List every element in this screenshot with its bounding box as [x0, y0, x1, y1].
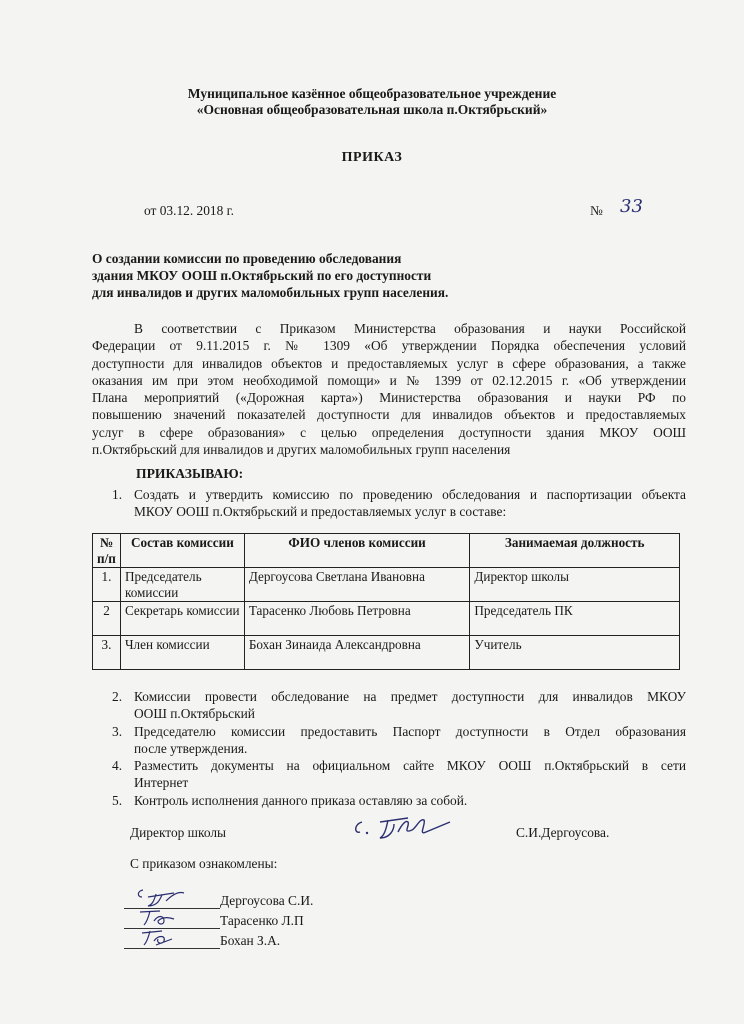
- subject-line: здания МКОУ ООШ п.Октябрьский по его доступности: [92, 268, 432, 283]
- acknowledged-name: Бохан З.А.: [220, 933, 281, 948]
- table-row: [93, 636, 680, 670]
- order-subject: [92, 250, 448, 301]
- director-signature-icon: [350, 810, 460, 846]
- subject-line: О создании комиссии по проведению обследования: [92, 251, 402, 266]
- orders-heading: ПРИКАЗЫВАЮ:: [136, 466, 244, 481]
- cell-num: 3.: [93, 636, 121, 670]
- item-number: 2.: [112, 689, 123, 704]
- order-item-4: [112, 757, 686, 792]
- preamble-line: повышению значений показателей доступности для инвалидов объектов и предоставляемых: [92, 407, 686, 423]
- item-line: Создать и утвердить комиссию по проведению обследования и паспортизации объекта: [134, 487, 686, 502]
- item-line: ООШ п.Октябрьский: [134, 706, 255, 722]
- preamble-line: оказания им при этом необходимой помощи» и № 1399 от 02.12.2015 г. «Об утверждении: [92, 372, 686, 388]
- cell-role: Член комиссии: [120, 636, 244, 670]
- document-title: ПРИКАЗ: [341, 150, 403, 165]
- signature-position: Директор школы: [130, 825, 227, 840]
- acknowledged-heading: С приказом ознакомлены:: [130, 856, 278, 871]
- cell-role: Секретарь комиссии: [120, 602, 244, 636]
- item-line: МКОУ ООШ п.Октябрьский и предоставляемых услуг в составе:: [134, 504, 507, 520]
- signature-dergousova-icon: [134, 887, 194, 909]
- cell-position: Учитель: [470, 636, 680, 670]
- subject-line: для инвалидов и других маломобильных групп населения.: [92, 285, 449, 300]
- order-item-3: [112, 723, 686, 758]
- acknowledged-row: [124, 933, 280, 949]
- item-number: 4.: [112, 758, 123, 774]
- cell-num: 2: [93, 602, 121, 636]
- cell-position: Директор школы: [470, 568, 680, 602]
- item-line: Разместить документы на официальном сайте МКОУ ООШ п.Октябрьский в сети: [134, 758, 686, 774]
- org-name-line1: Муниципальное казённое общеобразовательное учреждение: [187, 86, 557, 101]
- item-number: 3.: [112, 723, 123, 739]
- preamble-line: В соответствии с Приказом Министерства образования и науки Российской: [134, 321, 686, 336]
- org-name-line2: «Основная общеобразовательная школа п.Октябрьский»: [196, 102, 548, 117]
- commission-table: [92, 533, 680, 670]
- acknowledged-name: Тарасенко Л.П: [220, 913, 304, 928]
- item-number: 5.: [112, 792, 123, 808]
- signature-bokhan-icon: [138, 925, 178, 949]
- acknowledged-name: Дергоусова С.И.: [220, 893, 314, 908]
- item-line: Контроль исполнения данного приказа оставляю за собой.: [134, 792, 468, 808]
- header-cell: Занимаемая должность: [470, 534, 680, 568]
- signature-line: [124, 933, 220, 949]
- cell-num: 1.: [93, 568, 121, 602]
- item-line: Интернет: [134, 775, 189, 791]
- order-number-label: №: [590, 203, 603, 218]
- preamble-paragraph: [92, 320, 686, 458]
- order-item-1: [112, 486, 686, 521]
- header-cell: ФИО членов комиссии: [244, 534, 470, 568]
- preamble-line: Федерации от 9.11.2015 г. № 1309 «Об утверждении Порядка обеспечения условий: [92, 338, 686, 354]
- cell-position: Председатель ПК: [470, 602, 680, 636]
- preamble-line: Плана мероприятий («Дорожная карта») Министерства образования и науки РФ по: [92, 390, 686, 406]
- preamble-line: услуг в сфере образования» с целью определения доступности здания МКОУ ООШ: [92, 424, 686, 440]
- preamble-line: доступности для инвалидов объектов и предоставляемых услуг в сфере образования, а также: [92, 355, 686, 371]
- table-row: [93, 568, 680, 602]
- table-row: [93, 602, 680, 636]
- item-line: Комиссии провести обследование на предмет доступности для инвалидов МКОУ: [134, 689, 686, 704]
- cell-name: Дергоусова Светлана Ивановна: [244, 568, 470, 602]
- item-number: 1.: [112, 487, 123, 502]
- signature-name: С.И.Дергоусова.: [516, 825, 610, 840]
- item-line: после утверждения.: [134, 740, 248, 756]
- order-items: [112, 688, 686, 809]
- order-number-handwritten: 33: [620, 196, 643, 217]
- cell-name: Тарасенко Любовь Петровна: [244, 602, 470, 636]
- table-header-row: [93, 534, 680, 568]
- order-item-5: [112, 792, 686, 809]
- order-item-2: [112, 688, 686, 723]
- header-cell: № п/п: [93, 534, 121, 568]
- preamble-line: п.Октябрьский для инвалидов и других маломобильных групп населения: [92, 442, 511, 458]
- item-line: Председателю комиссии предоставить Паспорт доступности в Отдел образования: [134, 723, 686, 739]
- header-cell: Состав комиссии: [120, 534, 244, 568]
- cell-role: Председатель комиссии: [120, 568, 244, 602]
- order-date: от 03.12. 2018 г.: [144, 203, 234, 218]
- cell-name: Бохан Зинаида Александровна: [244, 636, 470, 670]
